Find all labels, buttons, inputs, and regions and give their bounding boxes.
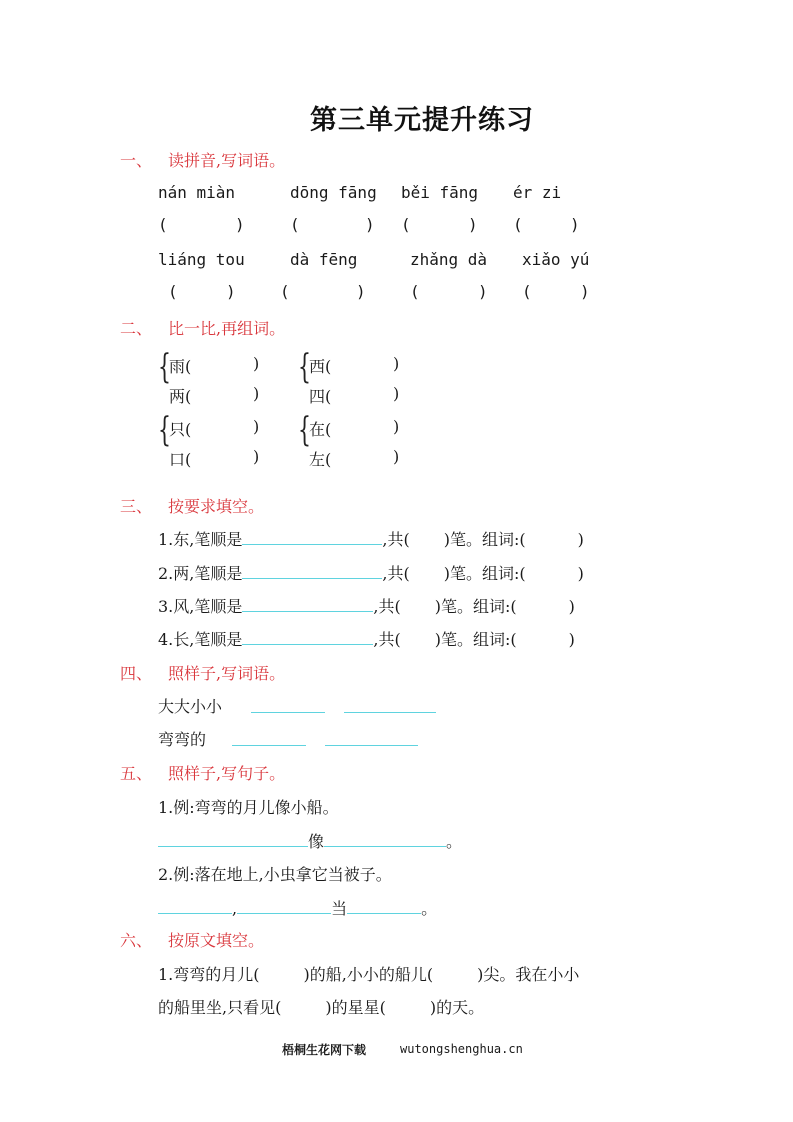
section-5-heading (120, 761, 285, 784)
answer-blank[interactable]: ( (280, 282, 290, 301)
paren-close: ) (570, 215, 580, 234)
word-blank[interactable] (232, 729, 306, 746)
answer-blank[interactable]: ( (168, 282, 178, 301)
footer-url[interactable]: wutongshenghua.cn (400, 1042, 523, 1056)
answer-blank[interactable]: ( (401, 215, 411, 234)
char-pair-item: 两( (169, 387, 192, 406)
sentence-example-2: 2.例:落在地上,小虫拿它当被子。 (158, 865, 392, 884)
fill-item-4: 4.长,笔顺是 ,共( )笔。组词:( ) (158, 630, 575, 649)
section-number: 二、 (120, 319, 153, 338)
original-text-line-2: 的船里坐,只看见( )的星星( )的天。 (158, 998, 485, 1017)
paren-close: ) (253, 417, 260, 436)
pinyin-2-4: xiǎo yú (522, 250, 590, 269)
paren-close: ) (393, 354, 400, 373)
section-number: 六、 (120, 931, 153, 950)
fill-item-1: 1.东,笔顺是 ,共( )笔。组词:( ) (158, 530, 584, 549)
paren-close: ) (253, 354, 260, 373)
section-1-heading (120, 148, 285, 171)
stroke-order-blank[interactable] (242, 562, 382, 579)
char-pair-item: 口( (169, 450, 192, 469)
section-number: 五、 (120, 764, 153, 783)
paren-close: ) (253, 384, 260, 403)
paren-close: ) (235, 215, 245, 234)
paren-close: ) (393, 384, 400, 403)
word-example-2: 弯弯的 (158, 730, 207, 749)
section-2-heading (120, 316, 285, 339)
section-title: 按要求填空。 (168, 497, 265, 516)
brace-icon: { (298, 410, 311, 450)
section-number: 四、 (120, 664, 153, 683)
section-6-heading (120, 928, 264, 951)
section-title: 比一比,再组词。 (168, 319, 286, 338)
char-pair-item: 在( (309, 420, 332, 439)
section-number: 三、 (120, 497, 153, 516)
answer-blank[interactable]: ( (410, 282, 420, 301)
answer-blank[interactable]: ( (158, 215, 168, 234)
section-title: 照样子,写词语。 (168, 664, 286, 683)
pinyin-1-2: dōng fāng (290, 183, 377, 202)
paren-close: ) (393, 417, 400, 436)
fill-item-3: 3.风,笔顺是 ,共( )笔。组词:( ) (158, 597, 575, 616)
page-title: 第三单元提升练习 (310, 105, 534, 136)
word-blank[interactable] (344, 696, 436, 713)
pinyin-1-3: běi fāng (401, 183, 479, 202)
original-text-line-1: 1.弯弯的月儿( )的船,小小的船儿( )尖。我在小小 (158, 965, 580, 984)
pinyin-1-1: nán miàn (158, 183, 236, 202)
pinyin-2-3: zhǎng dà (410, 250, 488, 269)
answer-blank[interactable]: ( (290, 215, 300, 234)
section-title: 读拼音,写词语。 (168, 151, 286, 170)
paren-close: ) (253, 447, 260, 466)
sentence-example-1: 1.例:弯弯的月儿像小船。 (158, 798, 339, 817)
section-4-heading (120, 661, 285, 684)
footer-site-name: 梧桐生花网下载 (282, 1043, 367, 1057)
pinyin-2-1: liáng tou (158, 250, 245, 269)
paren-close: ) (580, 282, 590, 301)
char-pair-item: 雨( (169, 357, 192, 376)
char-pair-item: 四( (309, 387, 332, 406)
paren-close: ) (393, 447, 400, 466)
pinyin-2-2: dà fēng (290, 250, 358, 269)
section-3-heading (120, 494, 264, 517)
brace-icon: { (158, 347, 171, 387)
section-title: 按原文填空。 (168, 931, 265, 950)
fill-item-2: 2.两,笔顺是 ,共( )笔。组词:( ) (158, 564, 584, 583)
sentence-answer-2: , 当 。 (158, 896, 437, 919)
sentence-blank[interactable] (237, 897, 331, 914)
stroke-order-blank[interactable] (242, 528, 382, 545)
brace-icon: { (158, 410, 171, 450)
word-example-1: 大大小小 (158, 697, 223, 716)
pinyin-1-4: ér zi (513, 183, 562, 202)
answer-blank[interactable]: ( (513, 215, 523, 234)
sentence-blank[interactable] (158, 897, 232, 914)
paren-close: ) (365, 215, 375, 234)
paren-close: ) (468, 215, 478, 234)
stroke-order-blank[interactable] (242, 595, 373, 612)
sentence-answer-1: 像 。 (158, 829, 462, 852)
char-pair-item: 西( (309, 357, 332, 376)
section-number: 一、 (120, 151, 153, 170)
stroke-order-blank[interactable] (242, 628, 373, 645)
sentence-blank[interactable] (158, 830, 308, 847)
section-title: 照样子,写句子。 (168, 764, 286, 783)
paren-close: ) (226, 282, 236, 301)
sentence-blank[interactable] (347, 897, 421, 914)
word-blank[interactable] (325, 729, 418, 746)
paren-close: ) (478, 282, 488, 301)
word-blank[interactable] (251, 696, 325, 713)
char-pair-item: 只( (169, 420, 192, 439)
sentence-blank[interactable] (324, 830, 446, 847)
answer-blank[interactable]: ( (522, 282, 532, 301)
brace-icon: { (298, 347, 311, 387)
char-pair-item: 左( (309, 450, 332, 469)
paren-close: ) (356, 282, 366, 301)
